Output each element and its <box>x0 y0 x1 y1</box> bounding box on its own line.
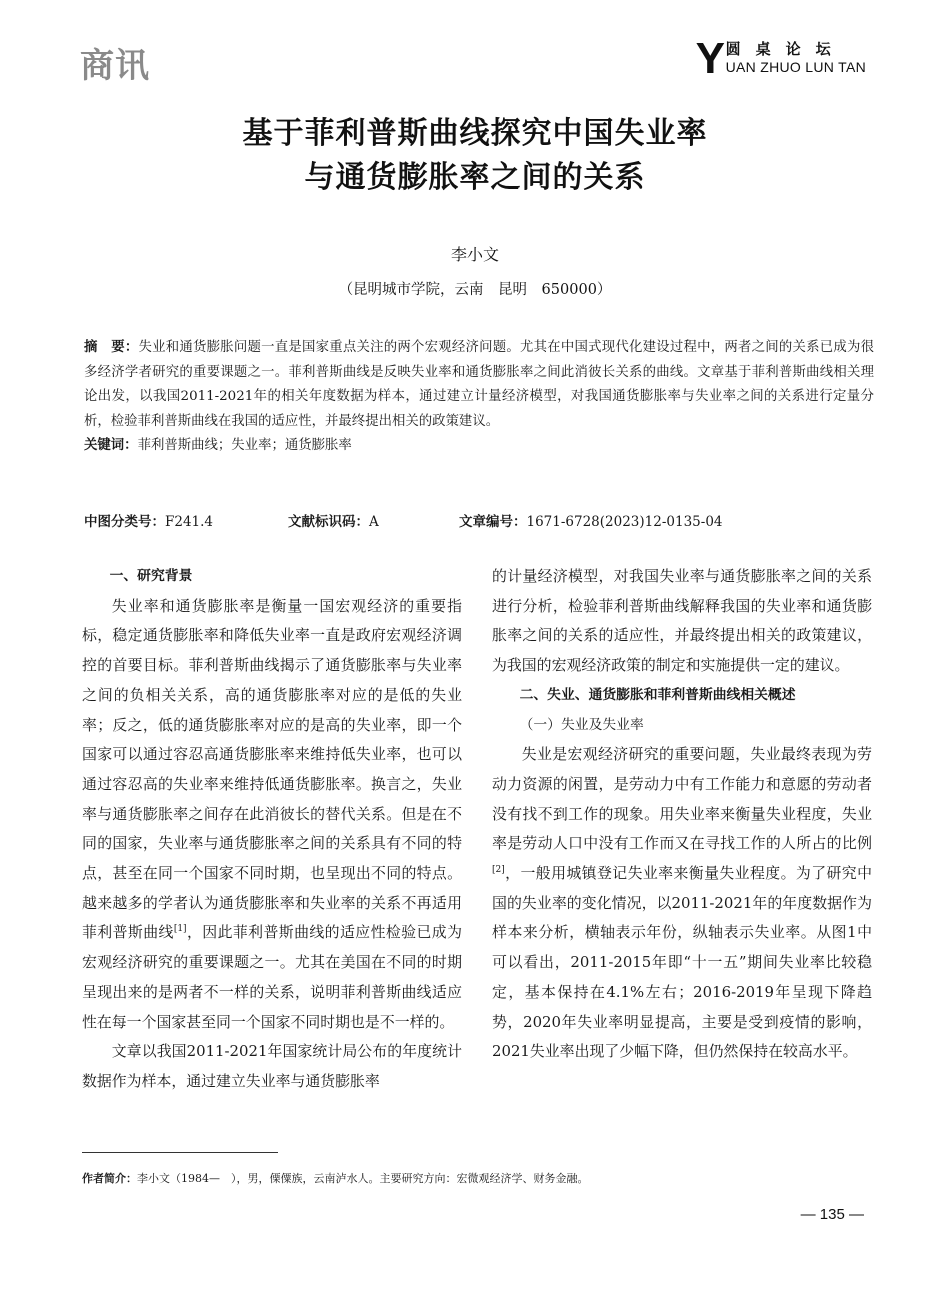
article-number-value: 1671-6728(2023)12-0135-04 <box>526 514 723 530</box>
abstract-label: 摘 要： <box>84 340 139 355</box>
section-1-paragraph-2: 文章以我国2011-2021年国家统计局公布的年度统计数据作为样本，通过建立失业率与通货膨胀率 <box>82 1042 462 1090</box>
title-line-1: 基于菲利普斯曲线探究中国失业率 <box>242 116 708 151</box>
author-affiliation: （昆明城市学院，云南 昆明 650000） <box>338 282 612 298</box>
author-footnote <box>82 1170 589 1186</box>
column-name-cn: 圆桌论坛 <box>725 40 846 58</box>
clc-number <box>84 510 213 530</box>
body-column-right <box>492 562 872 1067</box>
journal-logo: 商讯 <box>80 46 150 86</box>
abstract-block <box>84 336 874 434</box>
section-2-heading: 二、失业、通货膨胀和菲利普斯曲线相关概述 <box>519 686 796 703</box>
footnote-divider <box>82 1152 278 1153</box>
citation-1[interactable]: [1] <box>173 924 187 935</box>
keywords <box>84 434 874 459</box>
abstract-text: 失业和通货膨胀问题一直是国家重点关注的两个宏观经济问题。尤其在中国式现代化建设过程中，两者之间的关系已成为很多经济学者研究的重要课题之一。菲利普斯曲线是反映失业率和通货膨胀率之间此消彼长关系的曲线。文章基于菲利普斯曲线相关理论出发，以我国2011-2021年的相关年度数据为样本，通过建立计量经济模型，对我国通货膨胀率与失业率之间的关系进行定量分析，检验菲利普斯曲线在我国的适应性，并最终提出相关的政策建议。 <box>84 340 874 429</box>
document-code-value: A <box>369 514 379 530</box>
section-1-heading: 一、研究背景 <box>109 568 193 584</box>
subsection-1-heading: （一）失业及失业率 <box>519 716 644 733</box>
article-title <box>0 112 950 200</box>
page-number: — 135 — <box>800 1206 864 1223</box>
keywords-text: 菲利普斯曲线；失业率；通货膨胀率 <box>137 438 352 454</box>
citation-2[interactable]: [2] <box>492 865 505 876</box>
article-number <box>459 510 723 530</box>
author-name: 李小文 <box>450 245 499 264</box>
title-line-2: 与通货膨胀率之间的关系 <box>304 160 646 195</box>
section-1-paragraph-1: 失业率和通货膨胀率是衡量一国宏观经济的重要指标，稳定通货膨胀率和降低失业率一直是政府宏观经济调控的首要目标。菲利普斯曲线揭示了通货膨胀率与失业率之间的负相关关系，高的通货膨胀率对应的是低的失业率；反之，低的通货膨胀率对应的是高的失业率，即一个国家可以通过容忍高通货膨胀率来维持低失业率，也可以通过容忍高的失业率来维持低通货膨胀率。换言之，失业率与通货膨胀率之间存在此消彼长的替代关系。但是在不同的国家，失业率与通货膨胀率之间的关系具有不同的特点，甚至在同一个国家不同时期，也呈现出不同的特点。越来越多的学者认为通货膨胀率和失业率的关系不再适用菲利普斯曲线[1]，因此菲利普斯曲线的适应性检验已成为宏观经济研究的重要课题之一。尤其在美国在不同的时期呈现出来的是两者不一样的关系，说明菲利普斯曲线适应性在每一个国家甚至同一个国家不同时期也是不一样的。 <box>82 596 462 1031</box>
abstract <box>84 336 874 459</box>
column-logo-initial: Y <box>695 34 725 83</box>
column-name-en: UAN ZHUO LUN TAN <box>725 59 866 75</box>
keywords-label: 关键词： <box>84 438 138 454</box>
footnote-text: 李小文（1984— ），男，傈僳族，云南泸水人。主要研究方向：宏微观经济学、财务金融。 <box>137 1172 589 1185</box>
section-1-paragraph-2-continued: 的计量经济模型，对我国失业率与通货膨胀率之间的关系进行分析，检验菲利普斯曲线解释我国的失业率和通货膨胀率之间的关系的适应性，并最终提出相关的政策建议，为我国的宏观经济政策的制定和实施提供一定的建议。 <box>492 567 872 675</box>
clc-label: 中图分类号： <box>84 514 165 530</box>
clc-value: F241.4 <box>165 514 214 530</box>
body-column-left <box>82 562 462 1097</box>
document-code-label: 文献标识码： <box>288 514 369 530</box>
article-number-label: 文章编号： <box>459 514 527 530</box>
section-2-paragraph-1: 失业是宏观经济研究的重要问题，失业最终表现为劳动力资源的闲置，是劳动力中有工作能力和意愿的劳动者没有找不到工作的现象。用失业率来衡量失业程度，失业率是劳动人口中没有工作而又在寻找工作的人所占的比例[2]，一般用城镇登记失业率来衡量失业程度。为了研究中国的失业率的变化情况，以2011-2021年的年度数据作为样本来分析，横轴表示年份，纵轴表示失业率。从图1中可以看出，2011-2015年即“十一五”期间失业率比较稳定，基本保持在4.1%左右；2016-2019年呈现下降趋势，2020年失业率明显提高，主要是受到疫情的影响，2021失业率出现了少幅下降，但仍然保持在较高水平。 <box>492 745 872 1061</box>
column-logo <box>695 34 866 83</box>
document-code <box>288 510 379 530</box>
footnote-label: 作者简介： <box>82 1172 137 1185</box>
